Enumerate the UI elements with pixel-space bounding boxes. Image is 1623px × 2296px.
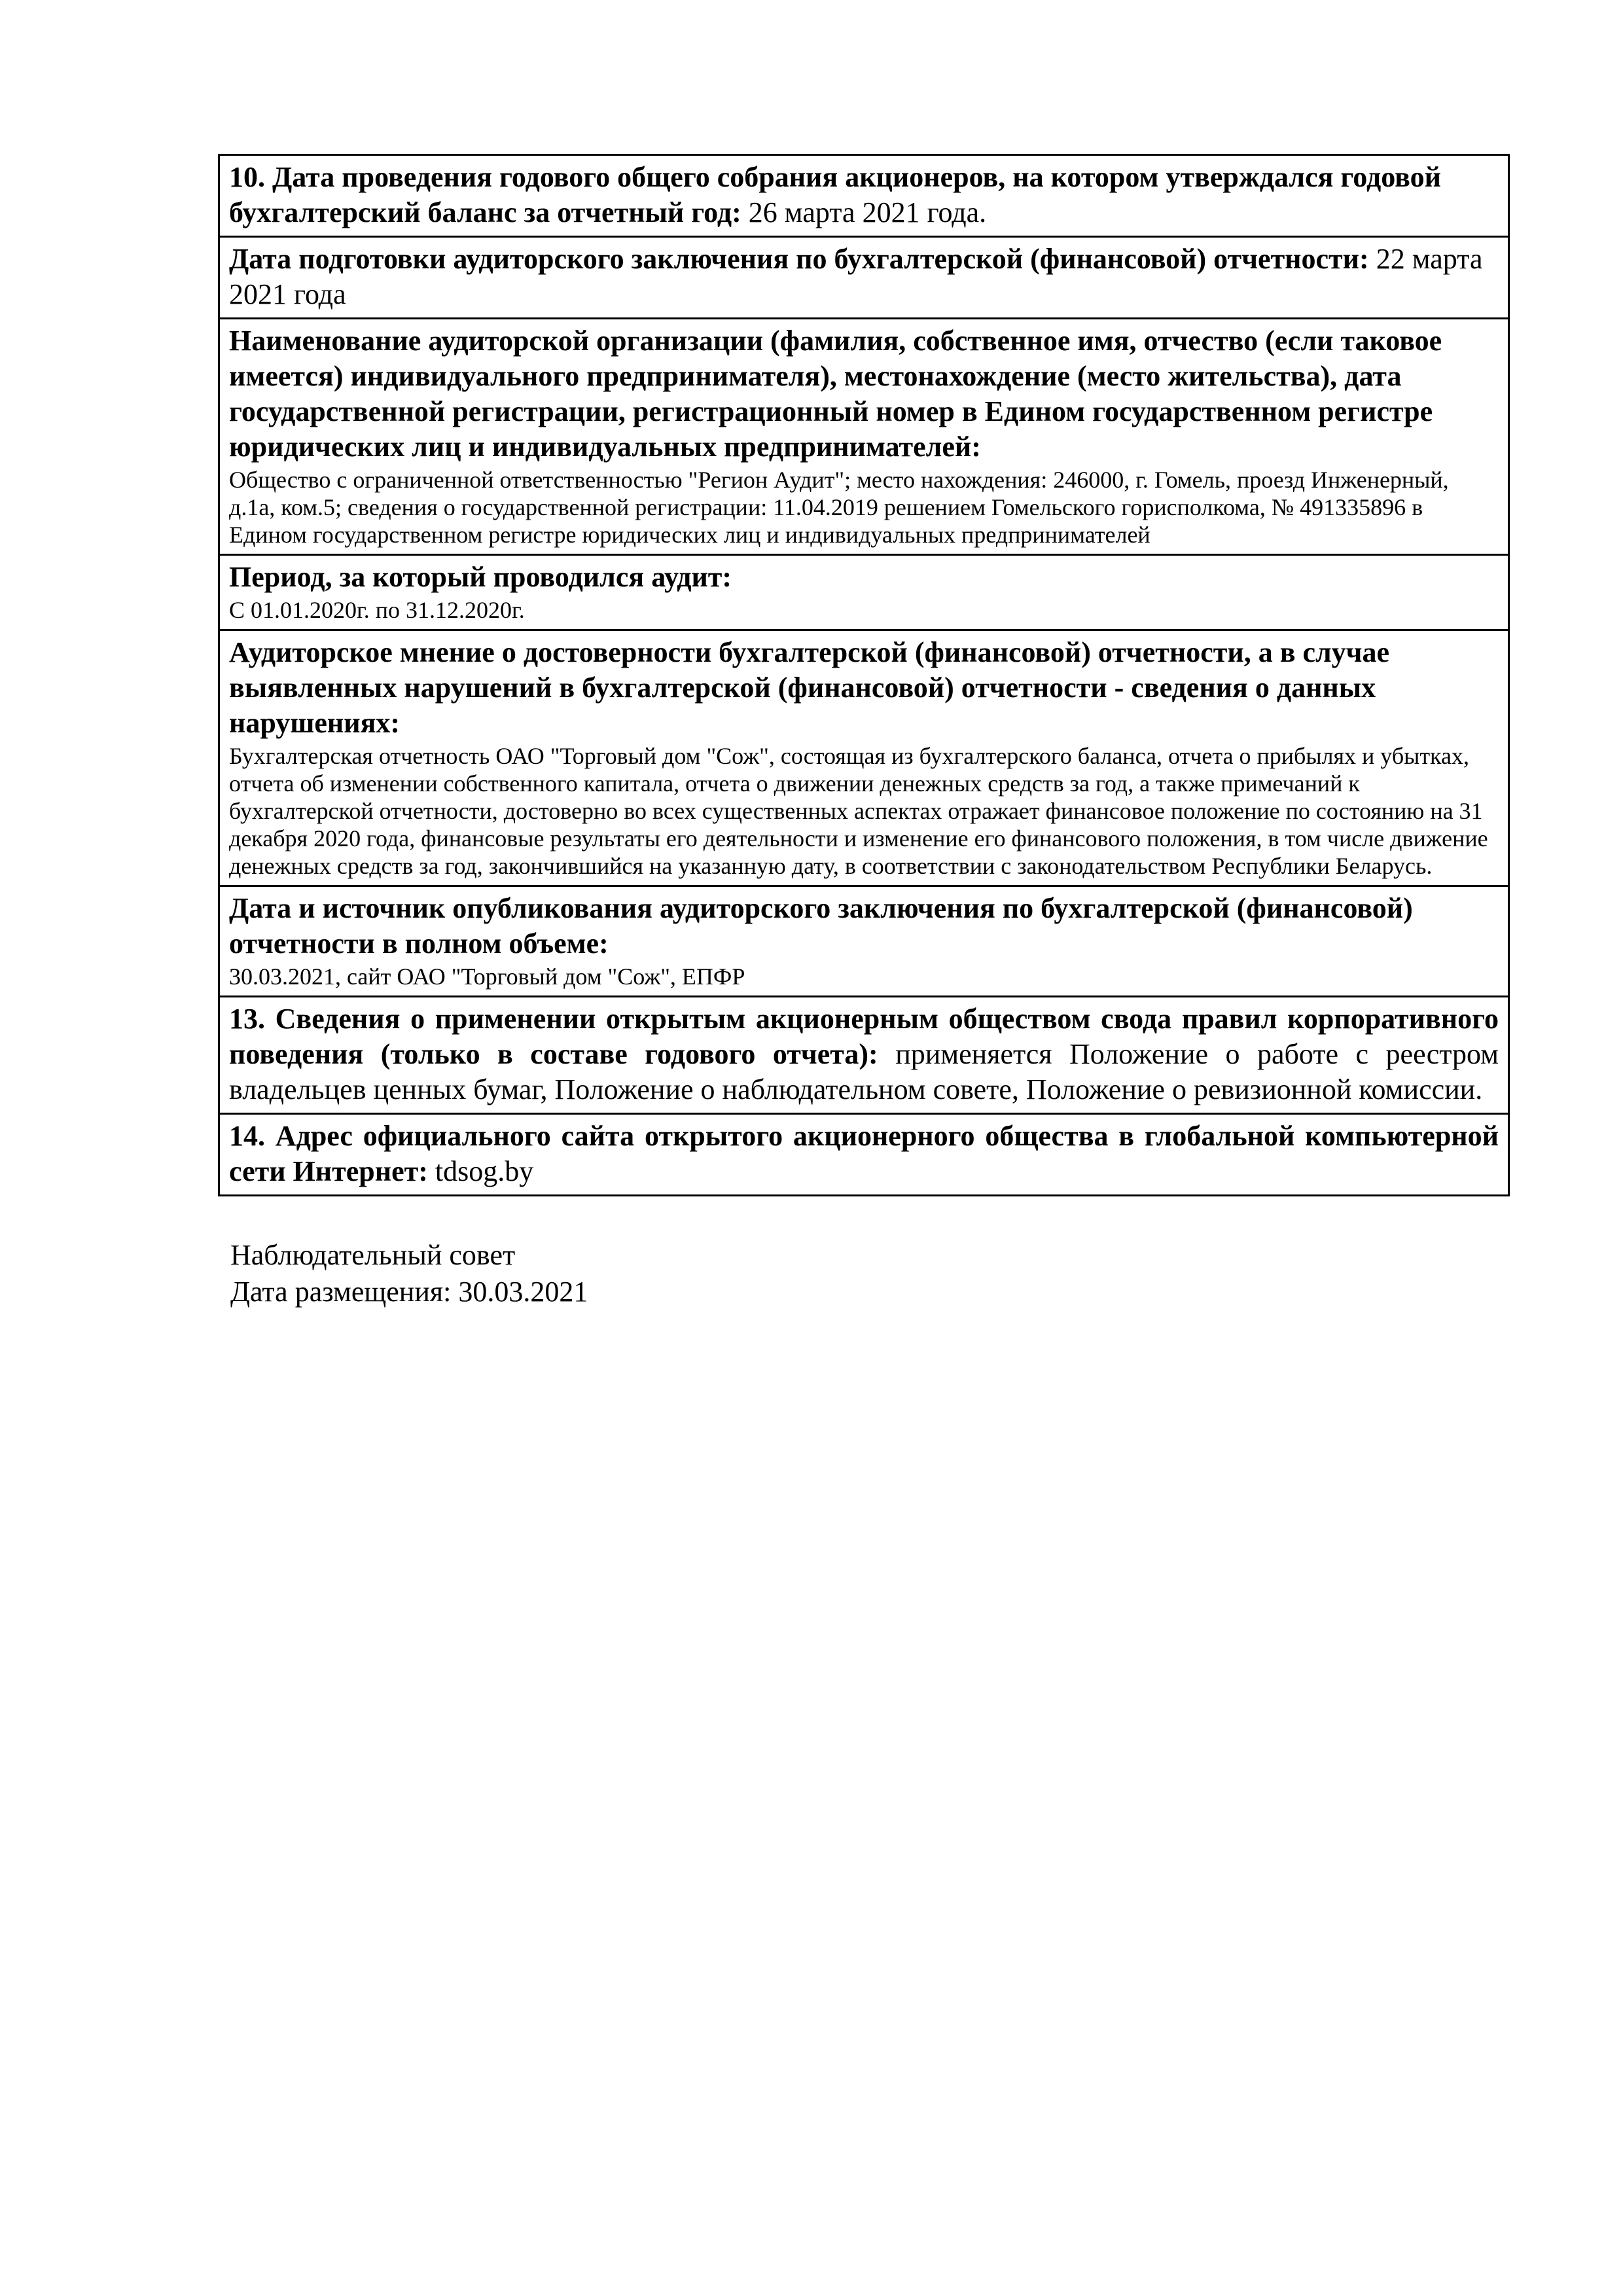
cell-audit-report-date bbox=[219, 237, 1509, 319]
audit-report-date-value: 22 марта 2021 года bbox=[229, 243, 1483, 310]
corporate-governance-value: применяется Положение о работе с реестром владельцев ценных бумаг, Положение о наблюдательном совете, Положение о ревизионной комиссии. bbox=[229, 1038, 1499, 1105]
report-table bbox=[218, 154, 1510, 1196]
cell-corporate-governance bbox=[219, 997, 1509, 1114]
row-website bbox=[219, 1114, 1509, 1196]
footer bbox=[230, 1237, 588, 1310]
cell-agm-date bbox=[219, 155, 1509, 237]
publication-heading: Дата и источник опубликования аудиторского заключения по бухгалтерской (финансовой) отчетности в полном объеме: bbox=[229, 892, 1413, 960]
cell-publication bbox=[219, 886, 1509, 997]
cell-audit-opinion bbox=[219, 630, 1509, 886]
audit-organization-heading: Наименование аудиторской организации (фамилия, собственное имя, отчество (если таковое имеется) индивидуального предпринимателя), местонахождение (место жительства), дата государственной регистрации, регистрационный номер в Едином государственном регистре юридических лиц и индивидуальных предпринимателей: bbox=[229, 325, 1442, 463]
website-heading: 14. Адрес официального сайта открытого акционерного общества в глобальной компьютерной сети Интернет: bbox=[229, 1120, 1499, 1187]
cell-website bbox=[219, 1114, 1509, 1196]
website-value[interactable]: tdsog.by bbox=[427, 1155, 534, 1187]
audit-period-heading: Период, за который проводился аудит: bbox=[229, 561, 732, 593]
publication-detail: 30.03.2021, сайт ОАО "Торговый дом "Сож", ЕПФР bbox=[229, 963, 745, 990]
cell-audit-organization bbox=[219, 319, 1509, 555]
row-audit-period bbox=[219, 555, 1509, 630]
agm-date-value: 26 марта 2021 года. bbox=[741, 196, 987, 228]
cell-audit-period bbox=[219, 555, 1509, 630]
audit-report-date-heading: Дата подготовки аудиторского заключения по бухгалтерской (финансовой) отчетности: bbox=[229, 243, 1369, 275]
agm-date-heading: 10. Дата проведения годового общего собрания акционеров, на котором утверждался годовой бухгалтерский баланс за отчетный год: bbox=[229, 161, 1441, 228]
audit-opinion-detail: Бухгалтерская отчетность ОАО "Торговый дом "Сож", состоящая из бухгалтерского баланса, отчета о прибылях и убытках, отчета об изменении собственного капитала, отчета о движении денежных средств за год, а также примечаний к бухгалтерской отчетности, достоверно во всех существенных аспектах отражает финансовое положение по состоянию на 31 декабря 2020 года, финансовые результаты его деятельности и изменение его финансового положения, в том числе движение денежных средств за год, закончившийся на указанную дату, в соответствии с законодательством Республики Беларусь. bbox=[229, 743, 1488, 879]
audit-period-detail: С 01.01.2020г. по 31.12.2020г. bbox=[229, 597, 525, 623]
corporate-governance-heading: 13. Сведения о применении открытым акционерным обществом свода правил корпоративного поведения (только в составе годового отчета): bbox=[229, 1003, 1499, 1070]
row-corporate-governance bbox=[219, 997, 1509, 1114]
signatory: Наблюдательный совет bbox=[230, 1239, 516, 1271]
row-agm-date bbox=[219, 155, 1509, 237]
row-audit-organization bbox=[219, 319, 1509, 555]
row-audit-report-date bbox=[219, 237, 1509, 319]
row-publication bbox=[219, 886, 1509, 997]
audit-organization-detail: Общество с ограниченной ответственностью "Регион Аудит"; место нахождения: 246000, г. Гомель, проезд Инженерный, д.1а, ком.5; сведения о государственной регистрации: 11.04.2019 решением Гомельского горисполкома, № 491335896 в Едином государственном регистре юридических лиц и индивидуальных предпринимателей bbox=[229, 467, 1449, 548]
row-audit-opinion bbox=[219, 630, 1509, 886]
audit-opinion-heading: Аудиторское мнение о достоверности бухгалтерской (финансовой) отчетности, а в случае выявленных нарушений в бухгалтерской (финансовой) отчетности - сведения о данных нарушениях: bbox=[229, 636, 1390, 739]
placement-date: Дата размещения: 30.03.2021 bbox=[230, 1276, 588, 1308]
